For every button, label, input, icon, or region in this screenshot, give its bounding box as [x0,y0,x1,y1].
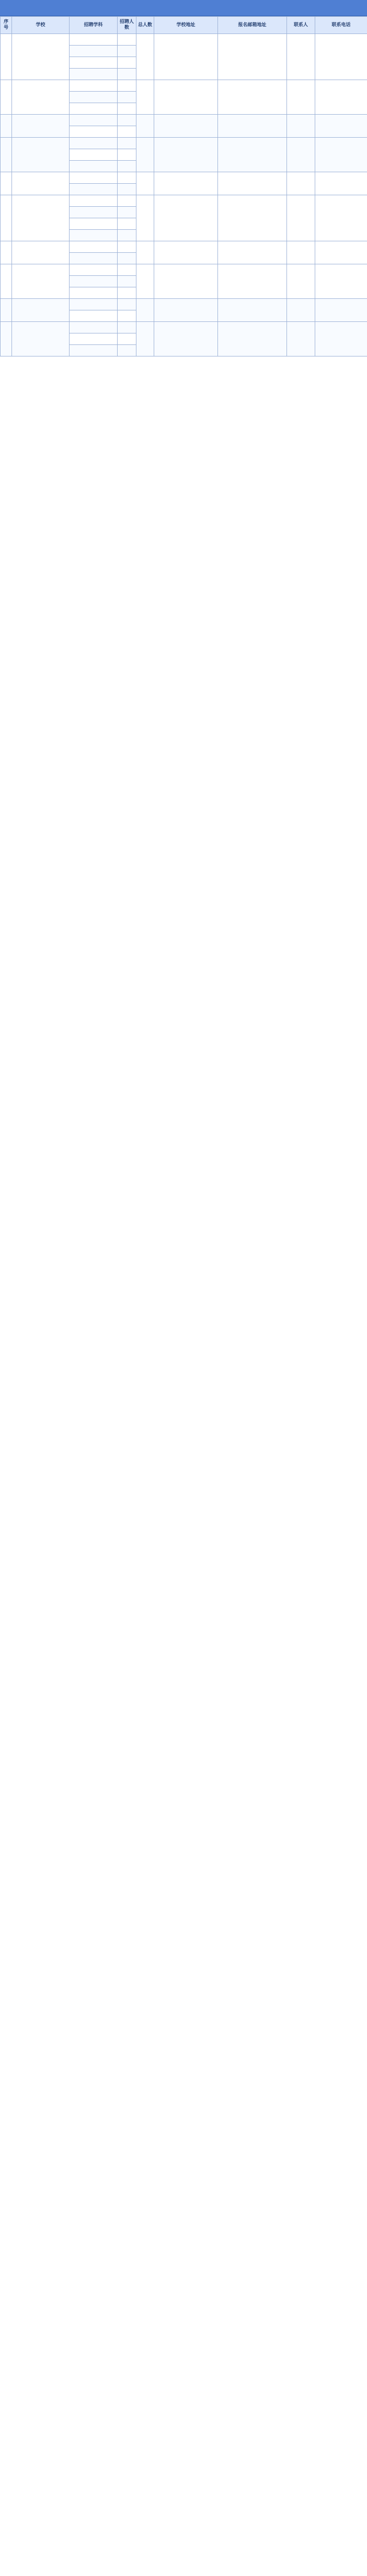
contact-phone[interactable] [315,322,367,356]
header-address: 学校地址 [154,17,218,34]
header-email: 报名邮箱地址 [218,17,287,34]
recruit-count [118,299,136,310]
total-count [136,115,154,138]
table-header-row [1,17,367,34]
recruit-subject [70,207,118,218]
total-count [136,322,154,356]
recruit-subject [70,264,118,276]
recruit-subject [70,115,118,126]
recruit-count [118,322,136,333]
recruit-count [118,115,136,126]
registration-email[interactable] [218,264,287,299]
school-number [1,299,12,322]
registration-email[interactable] [218,115,287,138]
recruit-subject [70,138,118,149]
contact-person [287,34,315,80]
school-number [1,138,12,172]
recruit-count [118,46,136,57]
recruit-count [118,69,136,80]
recruit-count [118,287,136,299]
table-row [1,138,367,149]
recruit-count [118,149,136,161]
recruit-subject [70,287,118,299]
school-address [154,299,218,322]
school-address [154,115,218,138]
recruit-count [118,103,136,115]
recruit-subject [70,69,118,80]
header-contact: 联系人 [287,17,315,34]
header-number: 序号 [1,17,12,34]
recruit-count [118,241,136,253]
recruit-subject [70,333,118,345]
school-number [1,172,12,195]
recruit-subject [70,310,118,322]
registration-email[interactable] [218,322,287,356]
school-number [1,322,12,356]
recruit-count [118,57,136,69]
table-row [1,115,367,126]
contact-phone[interactable] [315,34,367,80]
contact-person [287,322,315,356]
registration-email[interactable] [218,195,287,241]
recruit-count [118,253,136,264]
school-name [12,34,70,80]
school-address [154,322,218,356]
header-subject: 招聘学科 [70,17,118,34]
school-name [12,195,70,241]
header-total: 总人数 [136,17,154,34]
school-number [1,115,12,138]
school-address [154,138,218,172]
school-address [154,241,218,264]
registration-email[interactable] [218,34,287,80]
table-row [1,80,367,92]
recruit-count [118,161,136,172]
recruit-count [118,310,136,322]
recruit-subject [70,184,118,195]
school-address [154,195,218,241]
recruit-count [118,207,136,218]
school-address [154,34,218,80]
total-count [136,195,154,241]
total-count [136,241,154,264]
recruit-subject [70,92,118,103]
recruit-subject [70,126,118,138]
registration-email[interactable] [218,299,287,322]
recruit-subject [70,195,118,207]
school-address [154,80,218,115]
recruit-subject [70,149,118,161]
recruit-count [118,230,136,241]
total-count [136,299,154,322]
recruit-count [118,345,136,356]
header-phone: 联系电话 [315,17,367,34]
recruit-subject [70,299,118,310]
school-number [1,195,12,241]
recruit-count [118,276,136,287]
header-school: 学校 [12,17,70,34]
contact-phone[interactable] [315,115,367,138]
contact-person [287,264,315,299]
recruit-subject [70,57,118,69]
contact-person [287,195,315,241]
recruit-count [118,138,136,149]
registration-email[interactable] [218,241,287,264]
table-row [1,299,367,310]
recruit-count [118,92,136,103]
registration-email[interactable] [218,80,287,115]
total-count [136,264,154,299]
registration-email[interactable] [218,172,287,195]
table-row [1,172,367,184]
school-number [1,34,12,80]
page-title [0,0,367,16]
recruit-subject [70,253,118,264]
table-row [1,195,367,207]
school-name [12,299,70,322]
recruit-count [118,333,136,345]
contact-person [287,241,315,264]
header-count: 招聘人数 [118,17,136,34]
school-name [12,241,70,264]
recruit-subject [70,241,118,253]
school-address [154,172,218,195]
registration-email[interactable] [218,138,287,172]
school-name [12,264,70,299]
recruitment-table [0,16,367,356]
contact-phone[interactable] [315,80,367,115]
recruit-subject [70,46,118,57]
recruit-count [118,195,136,207]
contact-phone[interactable] [315,264,367,299]
school-name [12,322,70,356]
recruit-count [118,80,136,92]
recruit-count [118,218,136,230]
contact-person [287,172,315,195]
table-body [1,34,367,356]
recruit-subject [70,322,118,333]
recruit-count [118,172,136,184]
recruit-count [118,184,136,195]
contact-phone[interactable] [315,138,367,172]
school-number [1,241,12,264]
school-number [1,264,12,299]
school-address [154,264,218,299]
table-row [1,322,367,333]
recruit-subject [70,276,118,287]
recruit-subject [70,34,118,46]
school-number [1,80,12,115]
contact-phone[interactable] [315,241,367,264]
recruit-subject [70,218,118,230]
contact-person [287,115,315,138]
recruit-count [118,34,136,46]
school-name [12,80,70,115]
total-count [136,138,154,172]
recruit-subject [70,161,118,172]
recruitment-plan-page [0,0,367,356]
contact-phone[interactable] [315,172,367,195]
contact-phone[interactable] [315,195,367,241]
total-count [136,34,154,80]
contact-person [287,138,315,172]
contact-person [287,80,315,115]
recruit-subject [70,80,118,92]
recruit-subject [70,103,118,115]
school-name [12,138,70,172]
table-row [1,241,367,253]
recruit-subject [70,172,118,184]
total-count [136,80,154,115]
school-name [12,115,70,138]
total-count [136,172,154,195]
table-row [1,34,367,46]
contact-phone[interactable] [315,299,367,322]
table-row [1,264,367,276]
school-name [12,172,70,195]
recruit-count [118,126,136,138]
recruit-subject [70,230,118,241]
recruit-count [118,264,136,276]
recruit-subject [70,345,118,356]
contact-person [287,299,315,322]
